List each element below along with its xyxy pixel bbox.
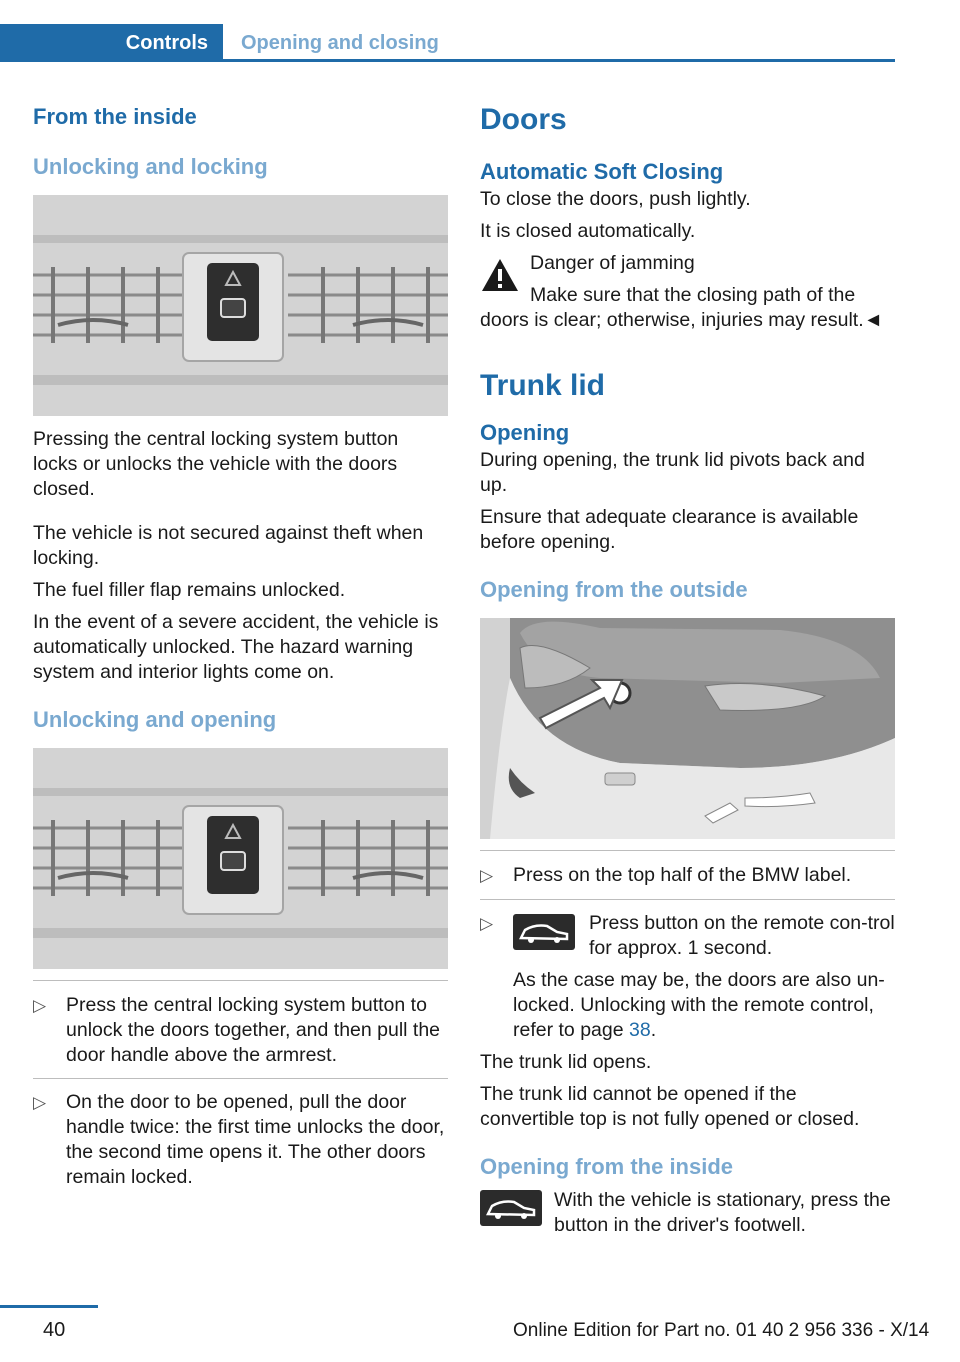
bullet-rule (33, 1078, 448, 1079)
heading-soft-closing: Automatic Soft Closing (480, 159, 724, 184)
heading-opening-inside: Opening from the inside (480, 1154, 734, 1179)
heading-opening-outside: Opening from the outside (480, 577, 748, 602)
bullet-rule (33, 980, 448, 981)
para-inside-opening: With the vehicle is stationary, press the button in the driver's footwell. (554, 1189, 891, 1236)
para-central-locking: Pressing the central locking system button locks or unlocks the vehicle with the doors closed. (33, 428, 399, 500)
header-subsection-tab[interactable]: Opening and closing (241, 32, 439, 54)
para-clearance: Ensure that adequate clearance is available before opening. (480, 506, 859, 553)
para-cannot-open: The trunk lid cannot be opened if the convertible top is not fully opened or closed. (480, 1083, 860, 1130)
heading-from-inside: From the inside (33, 104, 197, 129)
right-column (480, 100, 895, 1238)
car-trunk-icon (480, 1190, 542, 1226)
para-fuel-flap: The fuel filler flap remains unlocked. (33, 579, 346, 601)
para-push-lightly: To close the doors, push lightly. (480, 188, 751, 210)
car-trunk-icon (513, 914, 575, 950)
central-locking-button-figure (33, 195, 448, 416)
bullet-rule (480, 850, 895, 851)
para-trunk-opens: The trunk lid opens. (480, 1051, 652, 1073)
footer-rule (0, 1305, 98, 1308)
page-number: 40 (43, 1319, 66, 1341)
heading-unlocking-opening: Unlocking and opening (33, 707, 277, 732)
central-locking-button-figure-2 (33, 748, 448, 969)
page-38-link[interactable]: 38 (629, 1019, 651, 1041)
console-vents-illustration (33, 195, 448, 416)
console-vents-illustration-2 (33, 748, 448, 969)
para-not-secured: The vehicle is not secured against theft when locking. (33, 522, 424, 569)
list-item (33, 993, 448, 1068)
bullet-triangle-icon: ▷ (480, 914, 494, 933)
heading-doors: Doors (480, 103, 567, 136)
heading-opening: Opening (480, 420, 570, 445)
page-header (0, 24, 895, 62)
warning-block (480, 251, 895, 333)
heading-unlocking-locking: Unlocking and locking (33, 154, 268, 179)
warning-text (480, 283, 895, 333)
bullet-text-pre: As the case may be, the doors are also un-locked. Unlocking with the remote control, refer to page (513, 969, 885, 1041)
heading-trunk-lid: Trunk lid (480, 369, 606, 402)
bullet-triangle-icon: ▷ (33, 1093, 47, 1112)
warning-triangle-icon (480, 257, 520, 300)
header-rule (223, 59, 895, 62)
bullet-triangle-icon: ▷ (33, 996, 47, 1015)
bullet-text: Press on the top half of the BMW label. (513, 864, 852, 886)
para-pivots: During opening, the trunk lid pivots back and up. (480, 449, 865, 496)
bullet-rule (480, 899, 895, 900)
inside-opening-block (480, 1188, 895, 1238)
left-column (33, 100, 448, 1190)
bullet-text: On the door to be opened, pull the door handle twice: the first time unlocks the door, the second time opens it. The other doors remain locked. (66, 1091, 445, 1188)
bullet-text (513, 968, 895, 1043)
trunk-outside-figure (480, 618, 895, 839)
car-rear-illustration (480, 618, 895, 839)
list-item (480, 863, 895, 888)
warning-text-content: Make sure that the closing path of the doors is clear; otherwise, injuries may result.◄ (480, 284, 883, 331)
bullet-triangle-icon: ▷ (480, 866, 494, 885)
list-item (33, 1090, 448, 1190)
list-item (480, 911, 895, 1043)
bullet-text: Press the central locking system button to unlock the doors together, and then pull the door handle above the armrest. (66, 994, 441, 1066)
footer-edition: Online Edition for Part no. 01 40 2 956 336 - X/14 (513, 1320, 930, 1341)
bullet-text: Press button on the remote con-trol for approx. 1 second. (589, 912, 895, 959)
para-closed-automatically: It is closed automatically. (480, 220, 696, 242)
para-accident: In the event of a severe accident, the vehicle is automatically unlocked. The hazard warning system and interior lights come on. (33, 611, 439, 683)
header-section-tab[interactable]: Controls (0, 24, 223, 62)
warning-title: Danger of jamming (530, 252, 695, 274)
bullet-text-post: . (650, 1019, 657, 1041)
